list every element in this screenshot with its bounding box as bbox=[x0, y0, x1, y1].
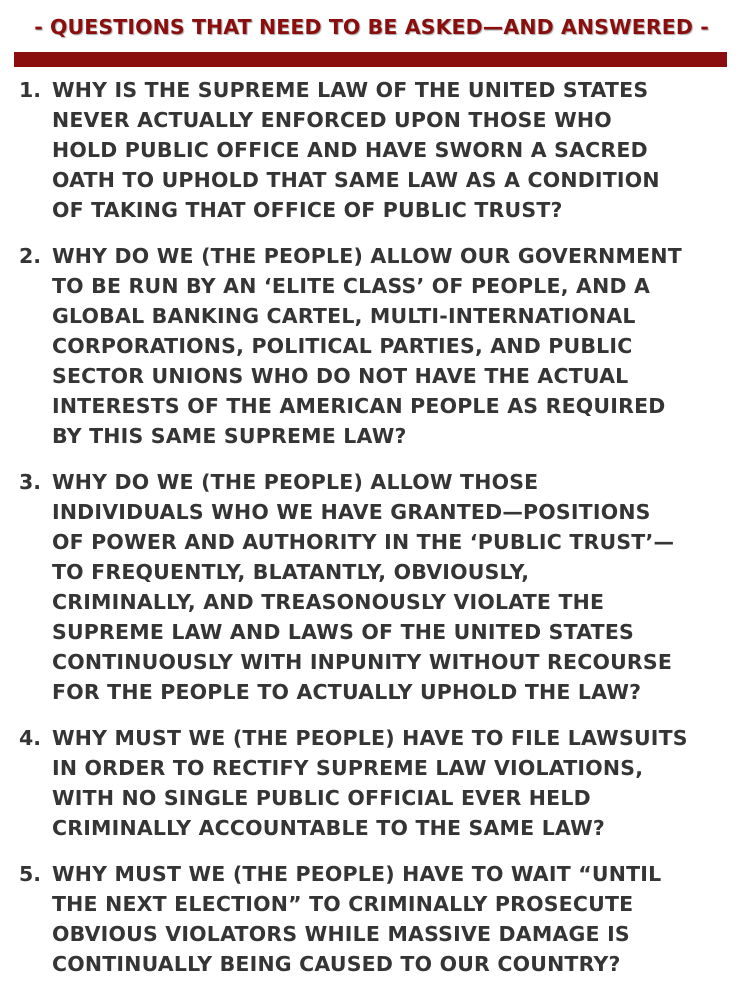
question-item bbox=[19, 241, 731, 451]
question-text-line: WITH NO SINGLE PUBLIC OFFICIAL EVER HELD bbox=[52, 786, 591, 810]
question-text-line: CONTINUALLY BEING CAUSED TO OUR COUNTRY? bbox=[52, 952, 621, 976]
question-item bbox=[19, 859, 731, 979]
question-text-line: SECTOR UNIONS WHO DO NOT HAVE THE ACTUAL bbox=[52, 364, 629, 388]
question-text-line: THE NEXT ELECTION” TO CRIMINALLY PROSECUTE bbox=[52, 892, 634, 916]
question-text-line: CRIMINALLY ACCOUNTABLE TO THE SAME LAW? bbox=[52, 816, 606, 840]
question-text-line: HOLD PUBLIC OFFICE AND HAVE SWORN A SACRED bbox=[52, 138, 648, 162]
question-text-line: FOR THE PEOPLE TO ACTUALLY UPHOLD THE LAW? bbox=[52, 680, 642, 704]
question-text-line: CONTINUOUSLY WITH INPUNITY WITHOUT RECOURSE bbox=[52, 650, 673, 674]
question-text bbox=[52, 241, 731, 451]
question-text-line: BY THIS SAME SUPREME LAW? bbox=[52, 424, 407, 448]
question-text-line: CORPORATIONS, POLITICAL PARTIES, AND PUBLIC bbox=[52, 334, 633, 358]
question-text-line: OF POWER AND AUTHORITY IN THE ‘PUBLIC TRUST’— bbox=[52, 530, 675, 554]
question-item bbox=[19, 467, 731, 707]
question-text-line: OF TAKING THAT OFFICE OF PUBLIC TRUST? bbox=[52, 198, 563, 222]
question-text bbox=[52, 859, 731, 979]
question-text-line: WHY DO WE (THE PEOPLE) ALLOW OUR GOVERNMENT bbox=[52, 244, 682, 268]
question-text-line: WHY MUST WE (THE PEOPLE) HAVE TO FILE LAWSUITS bbox=[52, 726, 688, 750]
question-number: 2. bbox=[19, 244, 42, 268]
question-text-line: WHY MUST WE (THE PEOPLE) HAVE TO WAIT “UNTIL bbox=[52, 862, 662, 886]
question-text-line: GLOBAL BANKING CARTEL, MULTI-INTERNATIONAL bbox=[52, 304, 636, 328]
question-list bbox=[19, 75, 731, 995]
page-title: - QUESTIONS THAT NEED TO BE ASKED—AND ANSWERED - bbox=[34, 15, 709, 39]
question-text-line: OATH TO UPHOLD THAT SAME LAW AS A CONDITION bbox=[52, 168, 660, 192]
question-text bbox=[52, 75, 731, 225]
question-text bbox=[52, 467, 731, 707]
question-text-line: NEVER ACTUALLY ENFORCED UPON THOSE WHO bbox=[52, 108, 612, 132]
question-text-line: WHY IS THE SUPREME LAW OF THE UNITED STATES bbox=[52, 78, 649, 102]
question-text-line: INTERESTS OF THE AMERICAN PEOPLE AS REQUIRED bbox=[52, 394, 666, 418]
question-text-line: OBVIOUS VIOLATORS WHILE MASSIVE DAMAGE IS bbox=[52, 922, 630, 946]
question-text-line: TO BE RUN BY AN ‘ELITE CLASS’ OF PEOPLE, AND A bbox=[52, 274, 651, 298]
question-number: 5. bbox=[19, 862, 42, 886]
question-text-line: TO FREQUENTLY, BLATANTLY, OBVIOUSLY, bbox=[52, 560, 530, 584]
question-text-line: IN ORDER TO RECTIFY SUPREME LAW VIOLATIONS, bbox=[52, 756, 644, 780]
question-item bbox=[19, 723, 731, 843]
question-text bbox=[52, 723, 731, 843]
question-number: 3. bbox=[19, 470, 42, 494]
title-divider-bar bbox=[14, 52, 727, 67]
question-text-line: SUPREME LAW AND LAWS OF THE UNITED STATES bbox=[52, 620, 635, 644]
question-item bbox=[19, 75, 731, 225]
question-text-line: INDIVIDUALS WHO WE HAVE GRANTED—POSITIONS bbox=[52, 500, 651, 524]
question-text-line: CRIMINALLY, AND TREASONOUSLY VIOLATE THE bbox=[52, 590, 605, 614]
question-number: 4. bbox=[19, 726, 42, 750]
question-text-line: WHY DO WE (THE PEOPLE) ALLOW THOSE bbox=[52, 470, 539, 494]
question-number: 1. bbox=[19, 78, 42, 102]
